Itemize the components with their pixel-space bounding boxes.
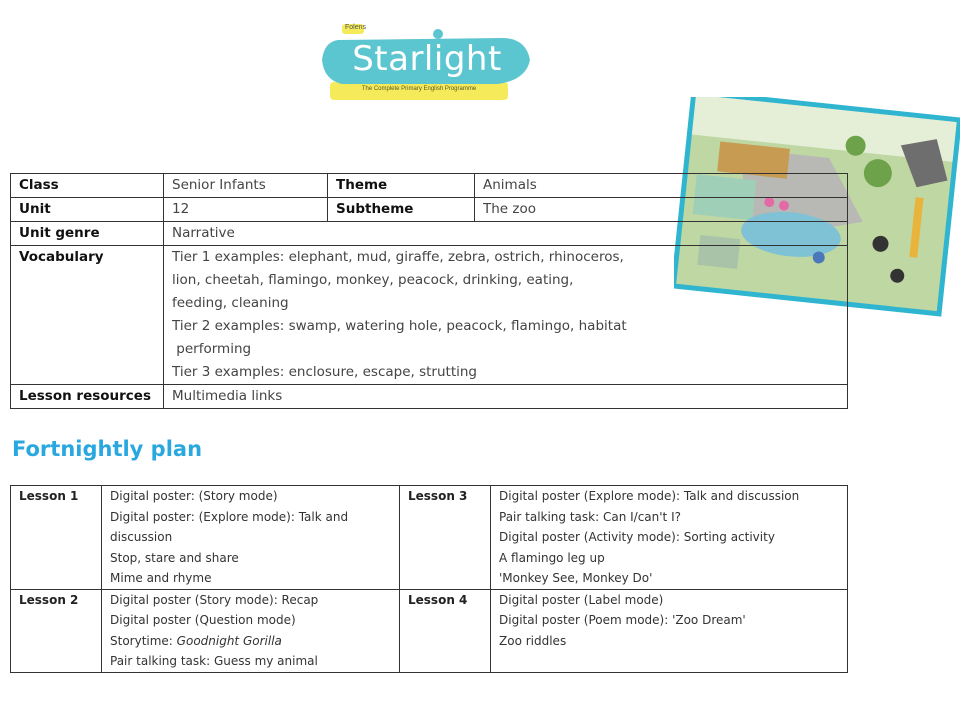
list-item: A flamingo leg up [499,550,605,565]
list-item: Zoo riddles [499,633,567,648]
theme-value: Animals [475,174,848,198]
starlight-logo [318,22,534,104]
table-row [11,222,848,246]
list-item: Stop, stare and share [110,550,239,565]
vocab-line: lion, cheetah, flamingo, monkey, peacock, drinking, eating, [172,272,574,288]
lesson-4-activities [491,589,848,672]
list-item [110,631,391,652]
list-item: Pair talking task: Can I/can't I? [499,509,681,524]
list-item: Digital poster (Label mode) [499,592,664,607]
list-item: Mime and rhyme [110,571,212,585]
fortnightly-plan-table [10,485,848,673]
lesson-4-label: Lesson 4 [400,589,491,672]
lesson-1-activities [102,486,400,590]
lesson-2-label: Lesson 2 [11,589,102,672]
storytime-prefix: Storytime: [110,633,177,648]
vocab-line: performing [172,341,252,357]
logo-badge: Folens [345,24,367,31]
subtheme-value: The zoo [475,198,848,222]
vocabulary-value [164,246,848,385]
unit-label: Unit [11,198,164,222]
table-row [11,486,848,590]
list-item: Digital poster (Explore mode): Talk and discussion [499,489,800,503]
list-item: Digital poster (Question mode) [110,613,296,627]
logo-tagline: The Complete Primary English Programme [361,86,477,92]
class-info-table [10,173,848,409]
logo-name: Starlight [352,39,502,79]
list-item: Digital poster: (Explore mode): Talk and discussion [110,509,349,544]
resources-label: Lesson resources [11,385,164,409]
logo-star-dot [433,29,443,39]
vocabulary-label: Vocabulary [11,246,164,385]
table-row [11,589,848,672]
list-item: Digital poster (Activity mode): Sorting activity [499,530,775,544]
list-item: Digital poster (Poem mode): 'Zoo Dream' [499,613,746,627]
unit-value: 12 [164,198,328,222]
lesson-1-label: Lesson 1 [11,486,102,590]
class-label: Class [11,174,164,198]
plan-heading: Fortnightly plan [12,437,203,461]
subtheme-label: Subtheme [328,198,475,222]
genre-label: Unit genre [11,222,164,246]
list-item: Digital poster: (Story mode) [110,489,278,503]
list-item: Pair talking task: Guess my animal [110,654,318,668]
vocab-line: Tier 2 examples: swamp, watering hole, peacock, flamingo, habitat [172,318,627,334]
table-row [11,174,848,198]
storytime-title: Goodnight Gorilla [176,633,282,648]
class-value: Senior Infants [164,174,328,198]
lesson-2-activities [102,589,400,672]
theme-label: Theme [328,174,475,198]
vocab-line: Tier 3 examples: enclosure, escape, strutting [172,364,478,380]
vocab-line: Tier 1 examples: elephant, mud, giraffe, zebra, ostrich, rhinoceros, [172,249,624,265]
lesson-3-activities [491,486,848,590]
table-row [11,385,848,409]
table-row [11,198,848,222]
list-item: 'Monkey See, Monkey Do' [499,571,653,585]
genre-value: Narrative [164,222,848,246]
list-item: Digital poster (Story mode): Recap [110,592,319,607]
lesson-3-label: Lesson 3 [400,486,491,590]
vocab-line: feeding, cleaning [172,295,289,311]
table-row [11,246,848,385]
resources-value: Multimedia links [164,385,848,409]
